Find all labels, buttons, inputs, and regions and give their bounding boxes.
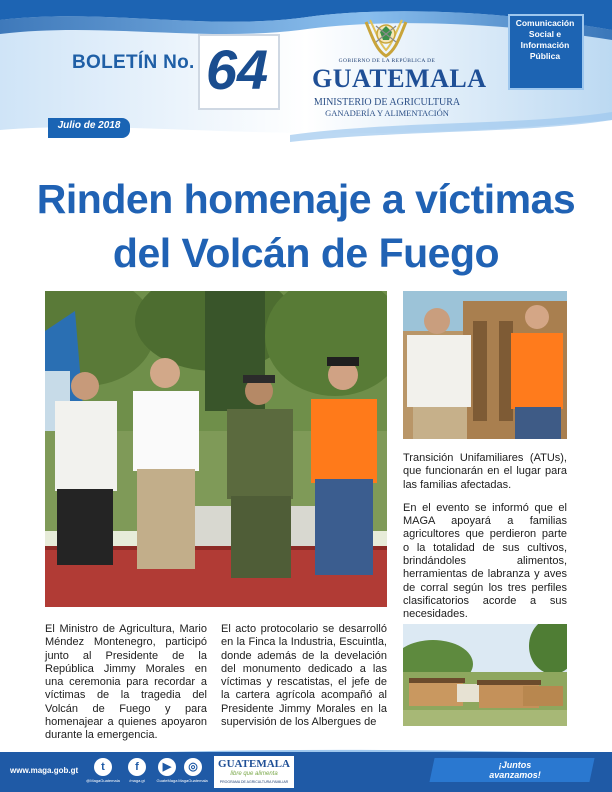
ceremony-photo-image (45, 291, 387, 607)
facebook-icon[interactable]: f (128, 758, 146, 776)
twitter-handle: @MagaGuatemala (86, 778, 120, 783)
instagram-icon[interactable]: ◎ (184, 758, 202, 776)
facebook-handle: /maga.gt (129, 778, 145, 783)
website-link[interactable]: www.maga.gob.gt (10, 766, 79, 775)
bulletin-label: BOLETÍN No. (72, 52, 195, 73)
column-left (45, 623, 207, 753)
column-middle (221, 623, 387, 739)
ceremony-photo (45, 291, 387, 607)
shelters-photo-image (403, 624, 567, 726)
footer-logo-subtitle: PROGRAMA DE AGRICULTURA FAMILIAR (219, 780, 289, 784)
slogan-line2: avanzamos! (489, 770, 541, 780)
shelters-photo (403, 624, 567, 726)
issue-date: Julio de 2018 (57, 120, 121, 131)
headline-line1: Rinden homenaje a víctimas (36, 176, 576, 222)
ministry-name-line2: GANADERÍA Y ALIMENTACIÓN (325, 108, 449, 118)
youtube-handle: GuateMaga (156, 778, 178, 783)
headline (30, 172, 582, 280)
header (0, 0, 612, 155)
footer-logo-wordmark: GUATEMALA (218, 758, 290, 770)
coat-of-arms-icon (362, 16, 410, 58)
ministry-name-line1: MINISTERIO DE AGRICULTURA (313, 97, 461, 108)
paragraph: El acto protocolario se desarrolló en la Finca la Industria, Escuintla, donde además de la develación del monumento dedicado a las víctimas y rescatistas, el jefe de la cartera agrícola acompañó al Presidente Jimmy Morales en la supervisión de los Albergues de (221, 623, 387, 729)
instagram-handle: MagaGuatemala (178, 778, 208, 783)
paragraph: Transición Unifamiliares (ATUs), que funcionarán en el lugar para las familias afectadas. (403, 452, 567, 491)
paragraph: En el evento se informó que el MAGA apoyará a familias agricultores que perdieron parte o la totalidad de sus cultivos, brindándoles alimentos, herramientas de labranza y aves de corral según los tres perfiles clasificatorios acorde a sus necesidades. (403, 501, 567, 621)
headline-line2: del Volcán de Fuego (112, 230, 500, 276)
paragraph: El Ministro de Agricultura, Mario Méndez Montenegro, participó junto al Presidente de la República Jimmy Morales en una ceremonia para recordar a víctimas de la tragedia del Volcán de Fuego y para homenajear a quienes apoyaron durante la emergencia. (45, 623, 207, 742)
column-right (403, 452, 567, 632)
slogan-line1: ¡Juntos (498, 760, 532, 770)
guatemala-wordmark: GUATEMALA (312, 64, 487, 93)
government-line: GOBIERNO DE LA REPÚBLICA DE (338, 58, 436, 64)
twitter-icon[interactable]: t (94, 758, 112, 776)
comms-box-label: Comunicación Social e Información Pública (515, 18, 575, 61)
issue-number: 64 (205, 38, 269, 101)
slogan (440, 760, 590, 780)
officials-photo (403, 291, 567, 439)
officials-photo-image (403, 291, 567, 439)
youtube-icon[interactable]: ▶ (158, 758, 176, 776)
footer-logo-tagline: libre que alimenta (230, 771, 278, 777)
